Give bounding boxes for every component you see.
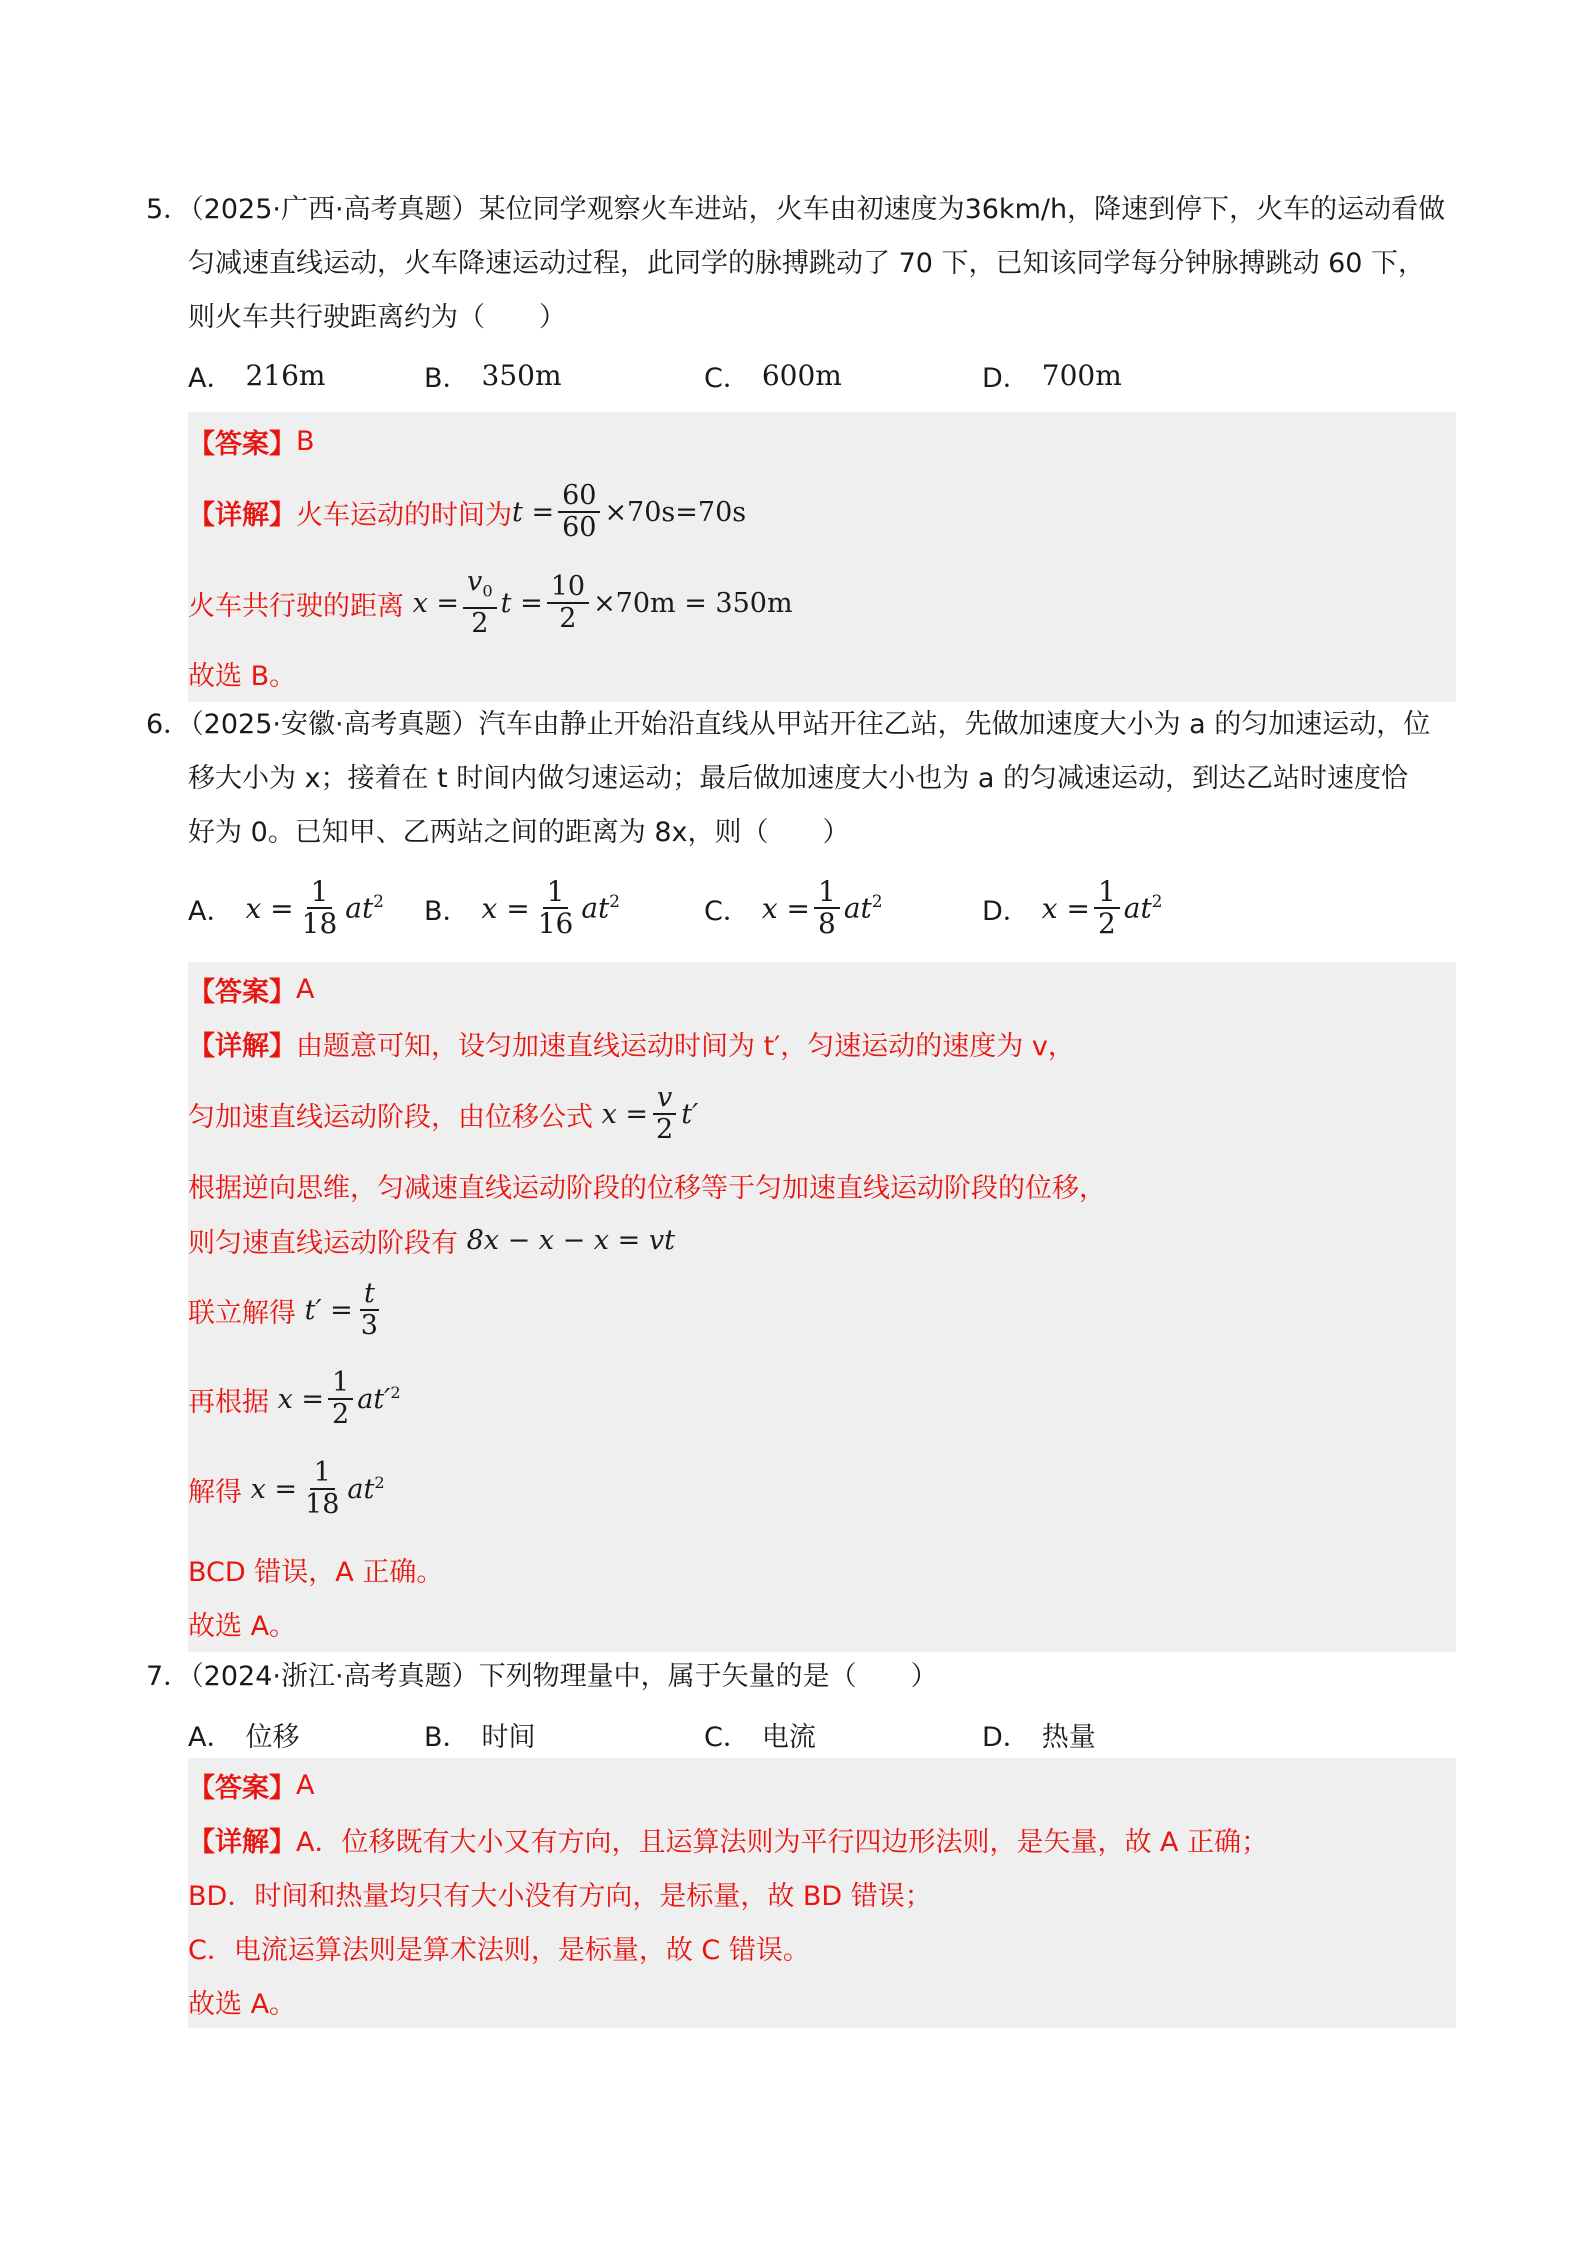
answer-box-7: [188, 1758, 1456, 2028]
detail-7-1: 【详解】 A．位移既有大小又有方向，且运算法则为平行四边形法则，是矢量，故 A 正确；: [188, 1826, 1269, 1858]
option-a[interactable]: A． x = $\frac{1}{18}$ $at^2$: [188, 875, 384, 940]
option-b[interactable]: B． 时间: [424, 1721, 536, 1753]
answer-5: 【答案】 B: [188, 425, 315, 460]
detail-6-6: 再根据 x = $\frac{1}{2}$ $at'^2$: [188, 1367, 401, 1430]
detail-6-4: 则匀速直线运动阶段有 8x − x − x = vt: [188, 1224, 675, 1259]
question-5-line-1: 5．（2025·广西·高考真题）某位同学观察火车进站，火车由初速度为36km/h，降速到停下，火车的运动看做: [146, 194, 1446, 225]
question-5: [146, 183, 1456, 345]
conclusion-5: 故选 B。: [188, 660, 297, 692]
detail-7-3: C．电流运算法则是算术法则，是标量，故 C 错误。: [188, 1934, 810, 1966]
option-c[interactable]: C． 电流: [704, 1721, 816, 1753]
detail-5-2: 火车共行驶的距离 x = $\frac{v_0}{2}$ t = $\frac{10}{2}$ ×70m = 350m: [188, 566, 793, 639]
detail-6-3: 根据逆向思维，匀减速直线运动阶段的位移等于匀加速直线运动阶段的位移，: [188, 1172, 1106, 1204]
detail-5-1: 【详解】 火车运动的时间为 t = $\frac{60}{60}$ ×70s=70s: [188, 480, 747, 543]
option-b[interactable]: B． x = $\frac{1}{16}$ $at^2$: [424, 875, 620, 940]
option-d[interactable]: D． 热量: [982, 1721, 1096, 1753]
question-6-line-1: 6．（2025·安徽·高考真题）汽车由静止开始沿直线从甲站开往乙站，先做加速度大小为 a 的匀加速运动，位: [146, 709, 1431, 740]
answer-6: 【答案】 A: [188, 973, 315, 1008]
question-7-line-1: 7．（2024·浙江·高考真题）下列物理量中，属于矢量的是（ ）: [146, 1661, 938, 1692]
question-7: [146, 1650, 1456, 1704]
detail-6-2: 匀加速直线运动阶段，由位移公式 x = $\frac{v}{2}$ t′: [188, 1082, 699, 1145]
option-a[interactable]: A． 位移: [188, 1721, 300, 1753]
question-6-line-2: 移大小为 x；接着在 t 时间内做匀速运动；最后做加速度大小也为 a 的匀减速运动，到达乙站时速度恰: [188, 763, 1409, 794]
option-a[interactable]: A． 216m: [188, 358, 326, 394]
detail-6-5: 联立解得 t′ = $\frac{t}{3}$: [188, 1278, 378, 1341]
question-6: [146, 698, 1456, 860]
question-5-line-3: 则火车共行驶距离约为（ ）: [188, 302, 566, 333]
option-c[interactable]: C． x = $\frac{1}{8}$ $at^2$: [704, 875, 883, 940]
answer-box-5: [188, 412, 1456, 702]
conclusion-6: 故选 A。: [188, 1610, 297, 1642]
question-6-line-3: 好为 0。已知甲、乙两站之间的距离为 8x，则（ ）: [188, 817, 850, 848]
answer-7: 【答案】 A: [188, 1769, 315, 1804]
option-d[interactable]: D． 700m: [982, 358, 1122, 394]
conclusion-7: 故选 A。: [188, 1988, 297, 2020]
question-5-line-2: 匀减速直线运动，火车降速运动过程，此同学的脉搏跳动了 70 下，已知该同学每分钟脉搏跳动 60 下，: [188, 248, 1426, 279]
detail-6-8: BCD 错误，A 正确。: [188, 1556, 444, 1588]
detail-6-1: 【详解】 由题意可知，设匀加速直线运动时间为 t′，匀速运动的速度为 v，: [188, 1030, 1075, 1062]
detail-7-2: BD．时间和热量均只有大小没有方向，是标量，故 BD 错误；: [188, 1880, 932, 1912]
detail-6-7: 解得 x = $\frac{1}{18}$ $at^2$: [188, 1457, 385, 1520]
option-c[interactable]: C． 600m: [704, 358, 842, 394]
option-b[interactable]: B． 350m: [424, 358, 562, 394]
option-d[interactable]: D． x = $\frac{1}{2}$ $at^2$: [982, 875, 1163, 940]
answer-box-6: [188, 962, 1456, 1652]
